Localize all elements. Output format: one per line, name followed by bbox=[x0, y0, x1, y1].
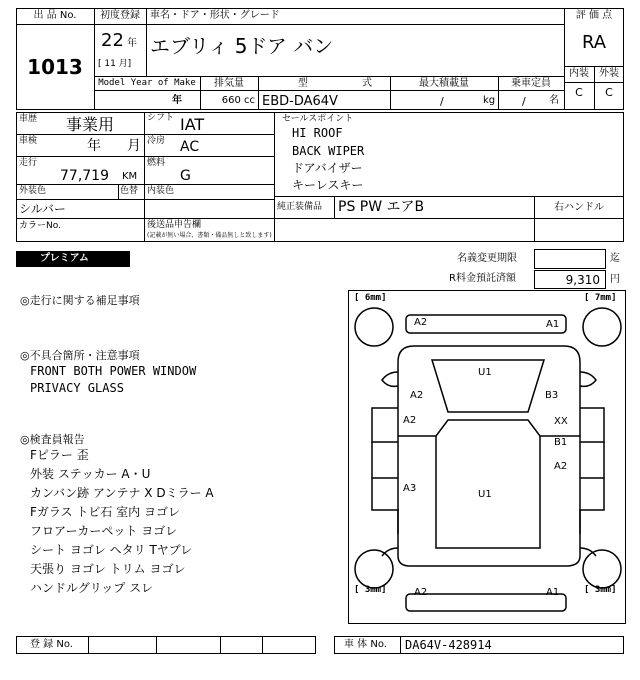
ac-value: AC bbox=[180, 139, 200, 155]
driving-notes-title: ◎走行に関する補足事項 bbox=[20, 294, 140, 307]
model-year-unit: 年 bbox=[172, 95, 182, 106]
capacity-value: / bbox=[522, 95, 526, 108]
defects-title: ◎不具合箇所・注意事項 bbox=[20, 349, 140, 362]
lot-number: 1013 bbox=[27, 55, 83, 79]
damage-right-door-1: XX bbox=[554, 416, 568, 427]
interior-grade-label: 内装 bbox=[569, 68, 589, 79]
tread-front-right: [ 7mm] bbox=[584, 293, 617, 303]
sales-point-item: BACK WIPER bbox=[292, 144, 365, 158]
damage-rear-bumper: A2 bbox=[414, 587, 428, 598]
displacement-value: 660 cc bbox=[221, 95, 255, 106]
grade-label: 評 価 点 bbox=[575, 10, 613, 21]
color-change-label: 色替 bbox=[120, 186, 139, 196]
sales-point-item: ドアバイザー bbox=[292, 161, 363, 175]
sales-point-item: HI ROOF bbox=[292, 126, 343, 140]
type-label: 型 bbox=[298, 78, 308, 89]
mileage-label: 走行 bbox=[19, 158, 38, 168]
damage-roof-front: U1 bbox=[478, 367, 492, 378]
color-code-label: カラーNo. bbox=[19, 221, 61, 231]
car-name-label: 車名・ドア・形状・グレード bbox=[150, 10, 280, 21]
inspector-report-title: ◎検査員報告 bbox=[20, 433, 85, 446]
model-year-label: Model Year of Make bbox=[98, 78, 196, 88]
name-change-label: 名義変更期限 bbox=[457, 253, 517, 264]
max-load-value: / bbox=[440, 95, 444, 108]
grade-value: RA bbox=[581, 32, 607, 53]
first-registration-month: [ 11 月] bbox=[98, 59, 132, 69]
equipment-value: PS PW エアB bbox=[338, 199, 425, 215]
mileage-unit: KM bbox=[122, 171, 138, 182]
defect-item: FRONT BOTH POWER WINDOW bbox=[30, 364, 197, 378]
tread-rear-left: [ 3mm] bbox=[354, 585, 387, 595]
damage-front-bumper-right: A1 bbox=[546, 319, 560, 330]
displacement-label: 排気量 bbox=[214, 78, 244, 89]
defect-item: PRIVACY GLASS bbox=[30, 381, 124, 395]
damage-right-door-3: A2 bbox=[554, 461, 568, 472]
registration-number-label: 登 録 No. bbox=[30, 639, 73, 650]
damage-right-front: B3 bbox=[545, 390, 559, 401]
inspector-line: ハンドルグリップ スレ bbox=[30, 581, 154, 595]
recycle-value: 9,310 bbox=[565, 273, 600, 287]
history-value: 事業用 bbox=[66, 115, 115, 134]
ac-label: 冷房 bbox=[147, 136, 166, 146]
name-change-suffix: 迄 bbox=[610, 253, 620, 264]
exterior-color-value: シルバー bbox=[19, 202, 66, 216]
car-name: エブリィ 5ドア バン bbox=[150, 34, 334, 58]
inspector-line: Fピラー 歪 bbox=[30, 448, 89, 462]
max-load-unit: kg bbox=[483, 95, 496, 106]
exterior-color-label: 外装色 bbox=[19, 186, 47, 196]
sales-points-label: セールスポイント bbox=[282, 114, 354, 124]
aftermarket-label: 後送品申告欄 bbox=[147, 220, 202, 230]
chassis-number-label: 車 体 No. bbox=[344, 639, 387, 650]
inspector-line: 外装 ステッカー A・U bbox=[30, 467, 151, 481]
tread-front-left: [ 6mm] bbox=[354, 293, 387, 303]
recycle-label: R料金預託済額 bbox=[449, 273, 516, 284]
inspection-month: 月 bbox=[127, 138, 141, 154]
damage-left-front: A2 bbox=[410, 390, 424, 401]
type-value: EBD-DA64V bbox=[262, 94, 338, 109]
recycle-unit: 円 bbox=[610, 274, 620, 285]
capacity-unit: 名 bbox=[549, 95, 559, 106]
first-registration-year-unit: 年 bbox=[127, 38, 137, 49]
inspection-year: 年 bbox=[87, 138, 101, 154]
damage-left-door: A2 bbox=[403, 415, 417, 426]
lot-number-label: 出 品 No. bbox=[33, 10, 77, 21]
capacity-label: 乗車定員 bbox=[511, 78, 551, 89]
steering-side: 右ハンドル bbox=[554, 202, 604, 213]
fuel-value: G bbox=[180, 168, 191, 184]
type-label-2: 式 bbox=[362, 78, 372, 89]
inspector-line: 天張り ヨゴレ トリム ヨゴレ bbox=[30, 562, 186, 576]
inspection-label: 車検 bbox=[19, 136, 38, 146]
damage-roof-center: U1 bbox=[478, 489, 492, 500]
first-registration-year: 22 bbox=[101, 30, 124, 51]
exterior-grade: C bbox=[605, 86, 613, 99]
damage-front-bumper: A2 bbox=[414, 317, 428, 328]
exterior-grade-label: 外装 bbox=[599, 68, 619, 79]
shift-label: シフト bbox=[147, 113, 175, 123]
first-registration-label: 初度登録 bbox=[100, 10, 140, 21]
inspector-line: カンバン跡 アンテナ X Dミラー A bbox=[30, 486, 214, 500]
tread-rear-right: [ 3mm] bbox=[584, 585, 617, 595]
history-label: 車歴 bbox=[19, 114, 38, 124]
shift-value: IAT bbox=[180, 115, 205, 134]
damage-left-rear: A3 bbox=[403, 483, 417, 494]
inspector-line: シート ヨゴレ ヘタリ Tヤブレ bbox=[30, 543, 193, 557]
max-load-label: 最大積載量 bbox=[419, 78, 469, 89]
interior-grade: C bbox=[575, 86, 583, 99]
mileage-value: 77,719 bbox=[60, 168, 109, 184]
inspector-line: フロアーカーペット ヨゴレ bbox=[30, 524, 178, 538]
sales-point-item: キーレスキー bbox=[292, 178, 364, 192]
damage-rear-bumper-right: A1 bbox=[546, 587, 560, 598]
interior-color-label: 内装色 bbox=[147, 186, 175, 196]
fuel-label: 燃料 bbox=[147, 158, 166, 168]
aftermarket-note: (記載が無い場合、書類・備品無しと致します) bbox=[147, 232, 272, 239]
damage-right-door-2: B1 bbox=[554, 437, 568, 448]
premium-tag: プレミアム bbox=[16, 251, 130, 267]
inspector-line: Fガラス トビ石 室内 ヨゴレ bbox=[30, 505, 180, 519]
chassis-number: DA64V-428914 bbox=[405, 638, 492, 652]
equipment-label: 純正装備品 bbox=[277, 202, 323, 212]
